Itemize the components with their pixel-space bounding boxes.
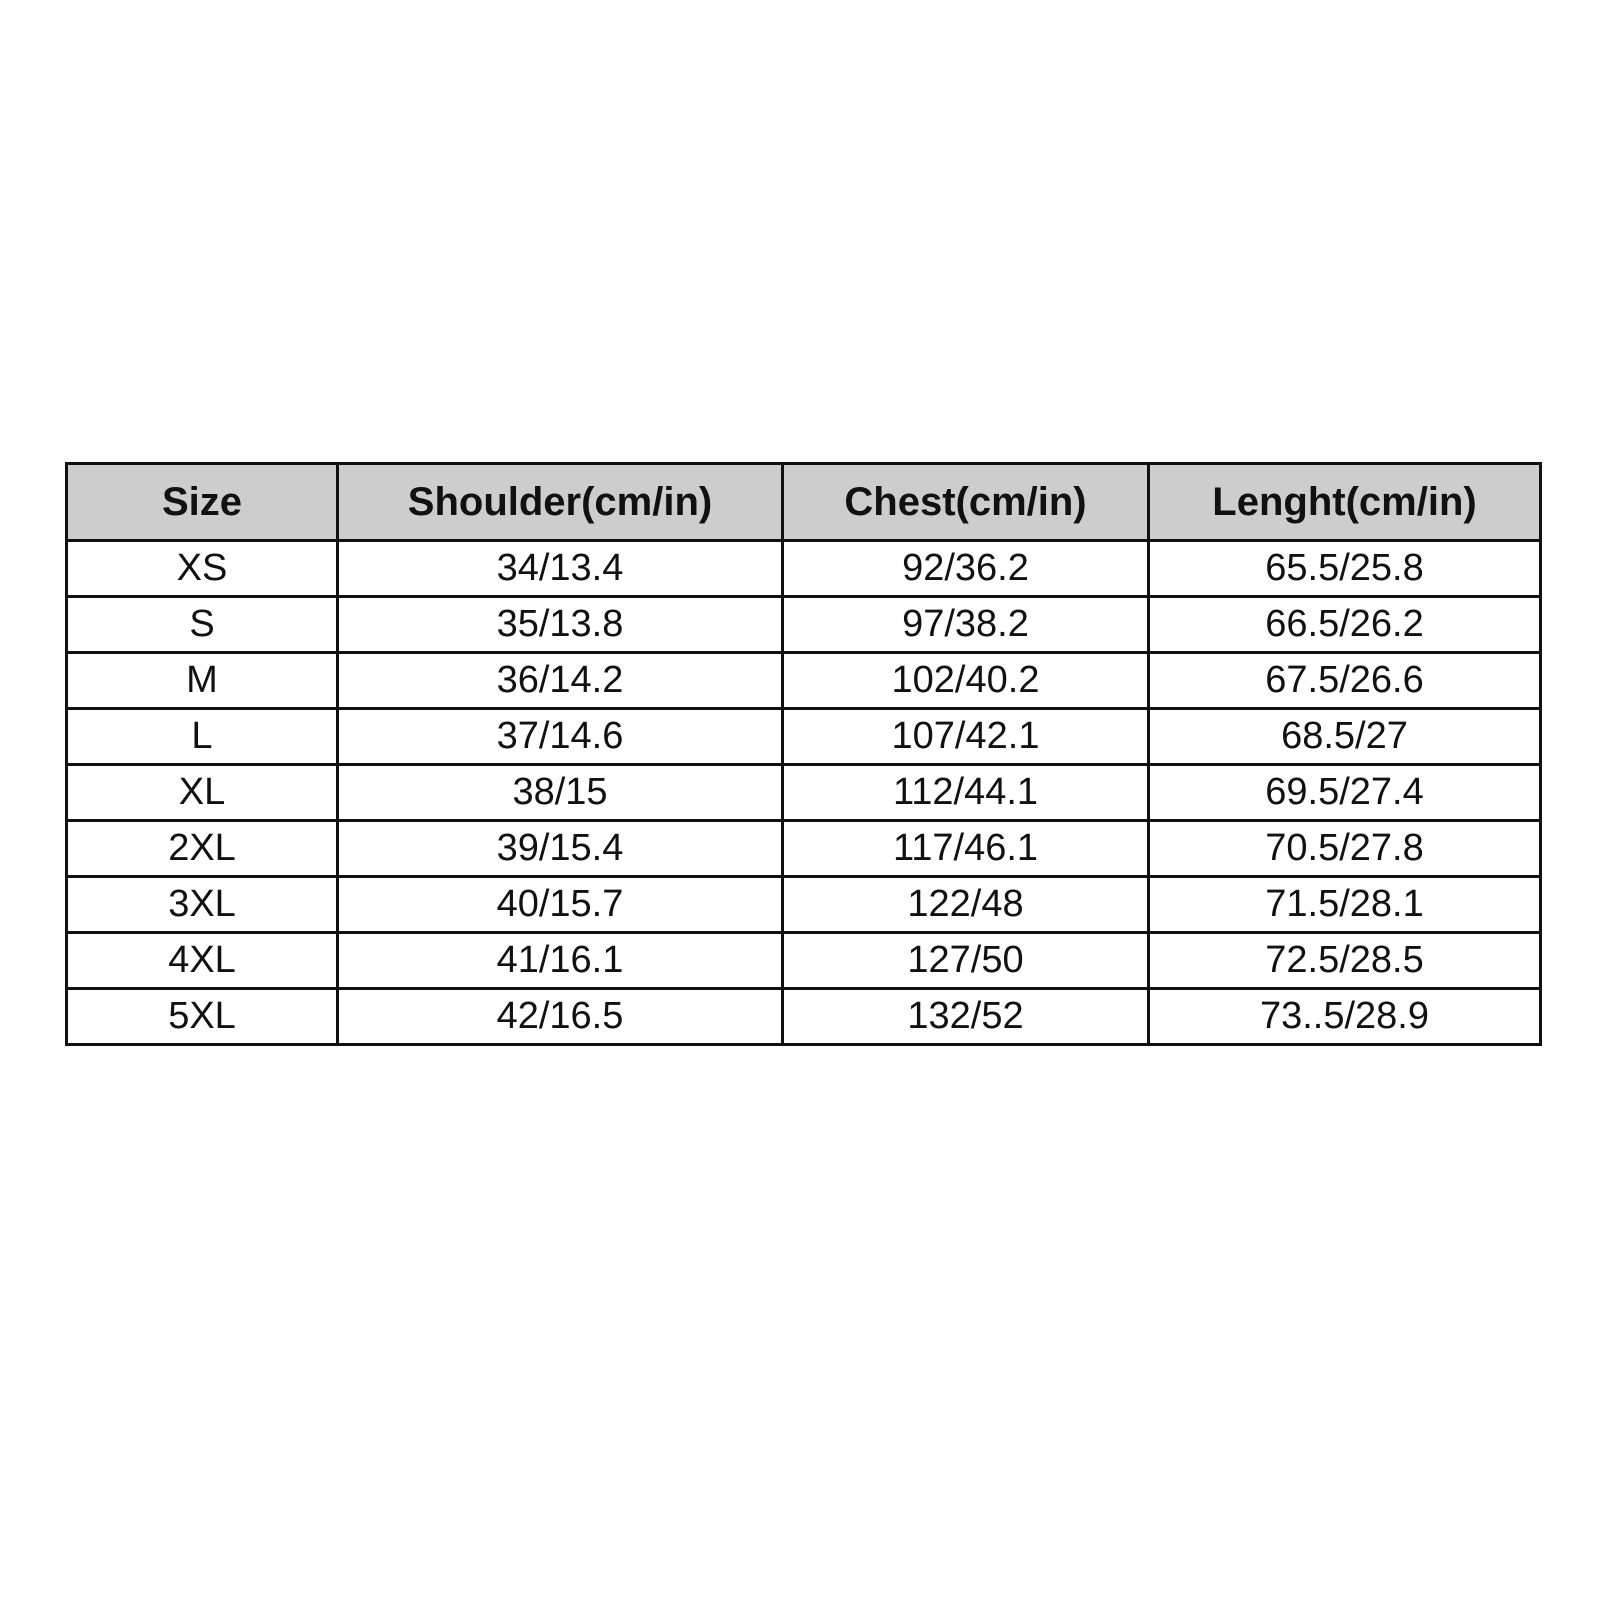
header-length: Lenght(cm/in) (1149, 464, 1541, 541)
cell-chest: 97/38.2 (783, 597, 1149, 653)
cell-length: 65.5/25.8 (1149, 541, 1541, 597)
header-size: Size (67, 464, 338, 541)
header-chest: Chest(cm/in) (783, 464, 1149, 541)
cell-shoulder: 35/13.8 (338, 597, 783, 653)
table-row (67, 821, 1541, 877)
cell-size: XL (67, 765, 338, 821)
cell-chest: 107/42.1 (783, 709, 1149, 765)
cell-length: 69.5/27.4 (1149, 765, 1541, 821)
table-row (67, 541, 1541, 597)
table-row (67, 877, 1541, 933)
cell-chest: 117/46.1 (783, 821, 1149, 877)
table-row (67, 989, 1541, 1045)
cell-length: 73..5/28.9 (1149, 989, 1541, 1045)
cell-shoulder: 40/15.7 (338, 877, 783, 933)
cell-size: M (67, 653, 338, 709)
cell-shoulder: 38/15 (338, 765, 783, 821)
cell-shoulder: 39/15.4 (338, 821, 783, 877)
cell-chest: 127/50 (783, 933, 1149, 989)
cell-length: 67.5/26.6 (1149, 653, 1541, 709)
cell-shoulder: 36/14.2 (338, 653, 783, 709)
cell-size: 4XL (67, 933, 338, 989)
cell-size: 3XL (67, 877, 338, 933)
header-row (67, 464, 1541, 541)
cell-length: 72.5/28.5 (1149, 933, 1541, 989)
size-chart-header (67, 464, 1541, 541)
cell-size: XS (67, 541, 338, 597)
cell-shoulder: 42/16.5 (338, 989, 783, 1045)
cell-chest: 102/40.2 (783, 653, 1149, 709)
size-chart-table (65, 462, 1542, 1046)
cell-chest: 132/52 (783, 989, 1149, 1045)
cell-chest: 92/36.2 (783, 541, 1149, 597)
cell-length: 70.5/27.8 (1149, 821, 1541, 877)
cell-shoulder: 41/16.1 (338, 933, 783, 989)
cell-length: 71.5/28.1 (1149, 877, 1541, 933)
table-row (67, 709, 1541, 765)
cell-shoulder: 37/14.6 (338, 709, 783, 765)
cell-shoulder: 34/13.4 (338, 541, 783, 597)
table-row (67, 933, 1541, 989)
cell-chest: 122/48 (783, 877, 1149, 933)
cell-length: 66.5/26.2 (1149, 597, 1541, 653)
table-row (67, 653, 1541, 709)
size-chart-body (67, 541, 1541, 1045)
cell-chest: 112/44.1 (783, 765, 1149, 821)
cell-size: L (67, 709, 338, 765)
cell-size: 2XL (67, 821, 338, 877)
table-row (67, 597, 1541, 653)
cell-length: 68.5/27 (1149, 709, 1541, 765)
cell-size: 5XL (67, 989, 338, 1045)
header-shoulder: Shoulder(cm/in) (338, 464, 783, 541)
cell-size: S (67, 597, 338, 653)
table-row (67, 765, 1541, 821)
